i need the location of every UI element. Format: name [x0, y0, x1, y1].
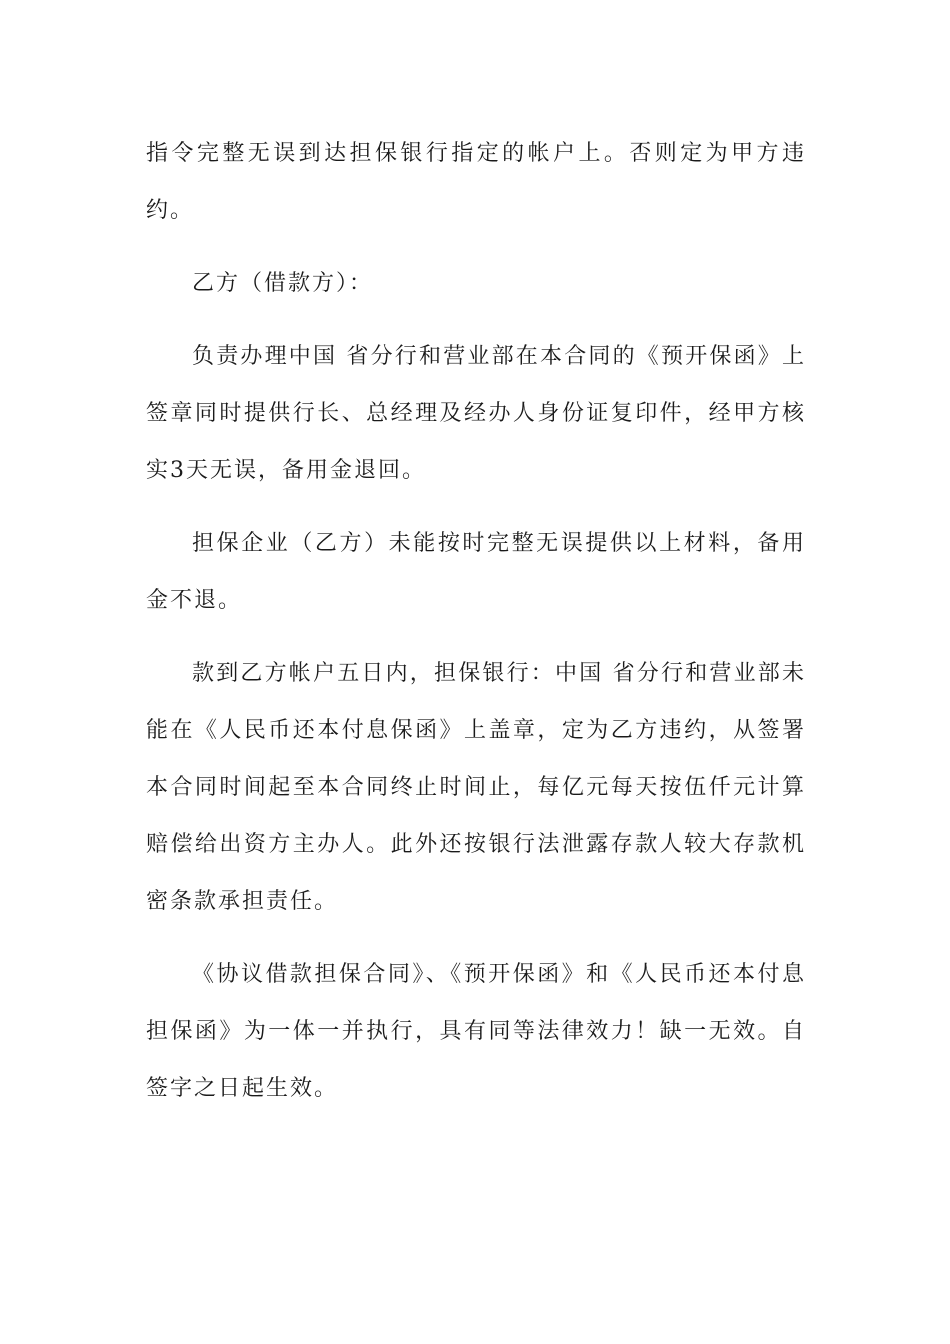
paragraph-continuation: 指令完整无误到达担保银行指定的帐户上。否则定为甲方违约。: [146, 141, 806, 223]
paragraph-party-b-duty: 负责办理中国 省分行和营业部在本合同的《预开保函》上签章同时提供行长、总经理及经办人身份证复印件，经甲方核实3天无误，备用金退回。: [146, 344, 806, 483]
paragraph-effectiveness: 《协议借款担保合同》、《预开保函》和《人民币还本付息担保函》为一体一并执行，具有同等法律效力！缺一无效。自签字之日起生效。: [146, 962, 806, 1101]
paragraph-deposit-forfeit: 担保企业（乙方）未能按时完整无误提供以上材料，备用金不退。: [146, 531, 806, 613]
paragraph-party-b-heading: 乙方（借款方）：: [192, 271, 374, 296]
paragraph-breach-compensation: 款到乙方帐户五日内，担保银行：中国 省分行和营业部未能在《人民币还本付息保函》上盖章，定为乙方违约，从签署本合同时间起至本合同终止时间止，每亿元每天按伍仟元计算赔偿给出资方主办人。此外还按银行法泄露存款人较大存款机密条款承担责任。: [146, 661, 806, 914]
document-body: [146, 125, 806, 1133]
